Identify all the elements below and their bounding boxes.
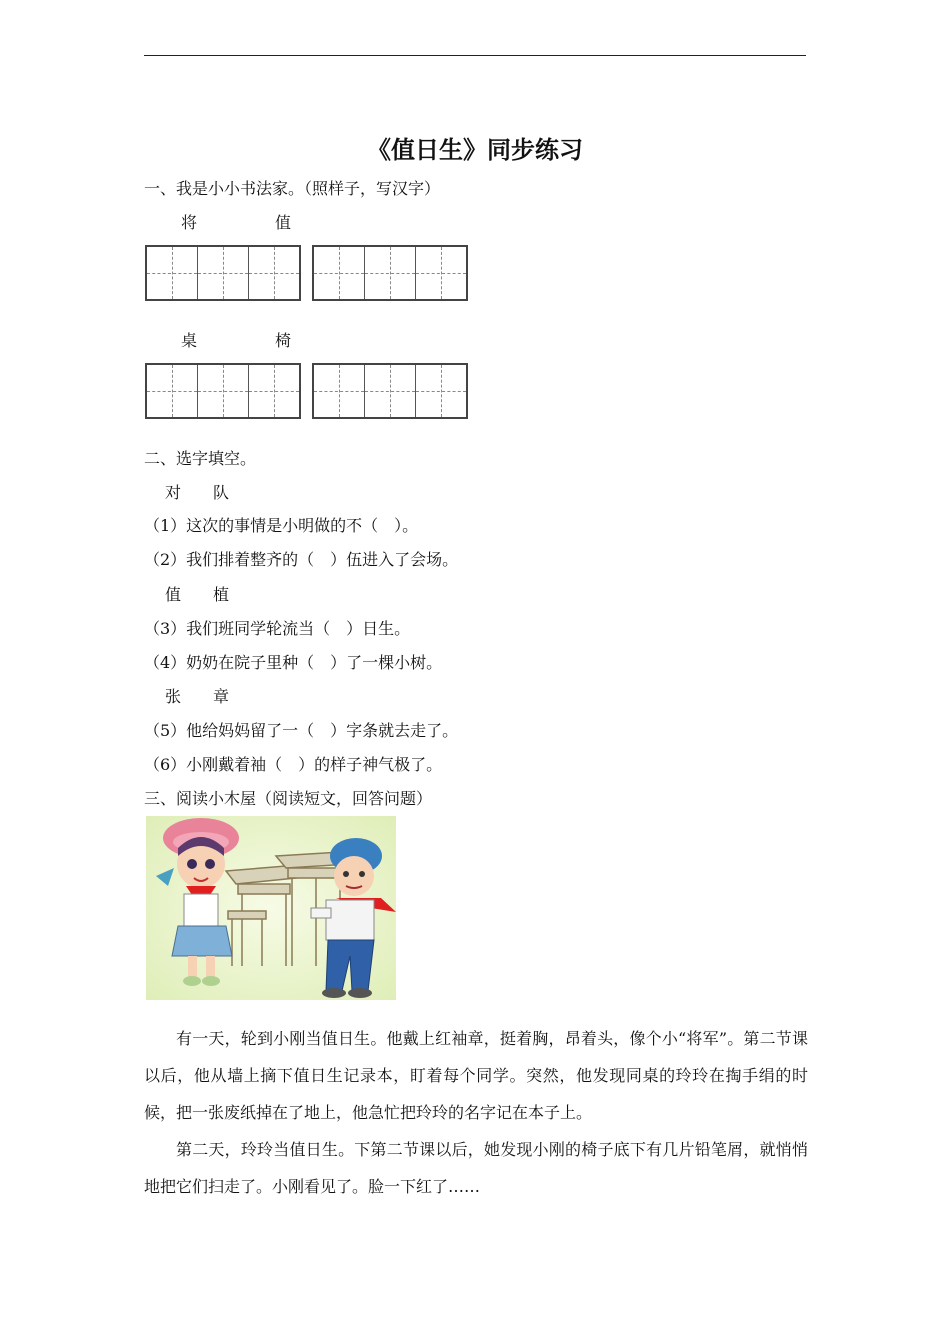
cartoon-illustration bbox=[146, 816, 396, 1000]
writing-cell[interactable] bbox=[147, 247, 198, 299]
page-title: 《值日生》同步练习 bbox=[367, 136, 583, 164]
sample-char-1: 将 bbox=[181, 213, 198, 232]
section3-heading: 三、阅读小木屋（阅读短文，回答问题） bbox=[144, 789, 433, 808]
writing-cell[interactable] bbox=[365, 365, 416, 417]
writing-grid-4[interactable] bbox=[312, 363, 468, 419]
writing-cell[interactable] bbox=[249, 365, 299, 417]
fill-item-1: （1）这次的事情是小明做的不（ ）。 bbox=[144, 516, 419, 535]
writing-cell[interactable] bbox=[416, 365, 466, 417]
header-rule bbox=[144, 55, 806, 56]
sample-char-3: 桌 bbox=[181, 331, 198, 350]
writing-cell[interactable] bbox=[314, 365, 365, 417]
writing-cell[interactable] bbox=[314, 247, 365, 299]
sample-char-4: 椅 bbox=[275, 331, 292, 350]
section2-heading: 二、选字填空。 bbox=[144, 449, 257, 468]
section1-heading: 一、我是小小书法家。（照样子，写汉字） bbox=[144, 179, 441, 198]
writing-grid-1[interactable] bbox=[145, 245, 301, 301]
reading-passage bbox=[144, 1020, 808, 1205]
writing-cell[interactable] bbox=[416, 247, 466, 299]
writing-cell[interactable] bbox=[198, 365, 249, 417]
fill-item-2: （2）我们排着整齐的（ ）伍进入了会场。 bbox=[144, 550, 459, 569]
writing-grid-3[interactable] bbox=[145, 363, 301, 419]
writing-cell[interactable] bbox=[198, 247, 249, 299]
writing-grid-2[interactable] bbox=[312, 245, 468, 301]
char-choice-3: 张 章 bbox=[165, 687, 230, 706]
passage-paragraph-2: 第二天，玲玲当值日生。下第二节课以后，她发现小刚的椅子底下有几片铅笔屑，就悄悄地把它们扫走了。小刚看见了。脸一下红了…… bbox=[144, 1140, 808, 1196]
fill-item-4: （4）奶奶在院子里种（ ）了一棵小树。 bbox=[144, 653, 443, 672]
char-choice-1: 对 队 bbox=[165, 483, 230, 502]
passage-paragraph-1: 有一天，轮到小刚当值日生。他戴上红袖章，挺着胸，昂着头，像个小“将军”。第二节课以后，他从墙上摘下值日生记录本，盯着每个同学。突然，他发现同桌的玲玲在掏手绢的时候，把一张废纸掉在了地上，他急忙把玲玲的名字记在本子上。 bbox=[144, 1029, 808, 1122]
writing-cell[interactable] bbox=[147, 365, 198, 417]
char-choice-2: 值 植 bbox=[165, 585, 230, 604]
writing-cell[interactable] bbox=[249, 247, 299, 299]
fill-item-3: （3）我们班同学轮流当（ ）日生。 bbox=[144, 619, 411, 638]
writing-cell[interactable] bbox=[365, 247, 416, 299]
sample-char-2: 值 bbox=[275, 213, 292, 232]
fill-item-5: （5）他给妈妈留了一（ ）字条就去走了。 bbox=[144, 721, 459, 740]
fill-item-6: （6）小刚戴着袖（ ）的样子神气极了。 bbox=[144, 755, 443, 774]
